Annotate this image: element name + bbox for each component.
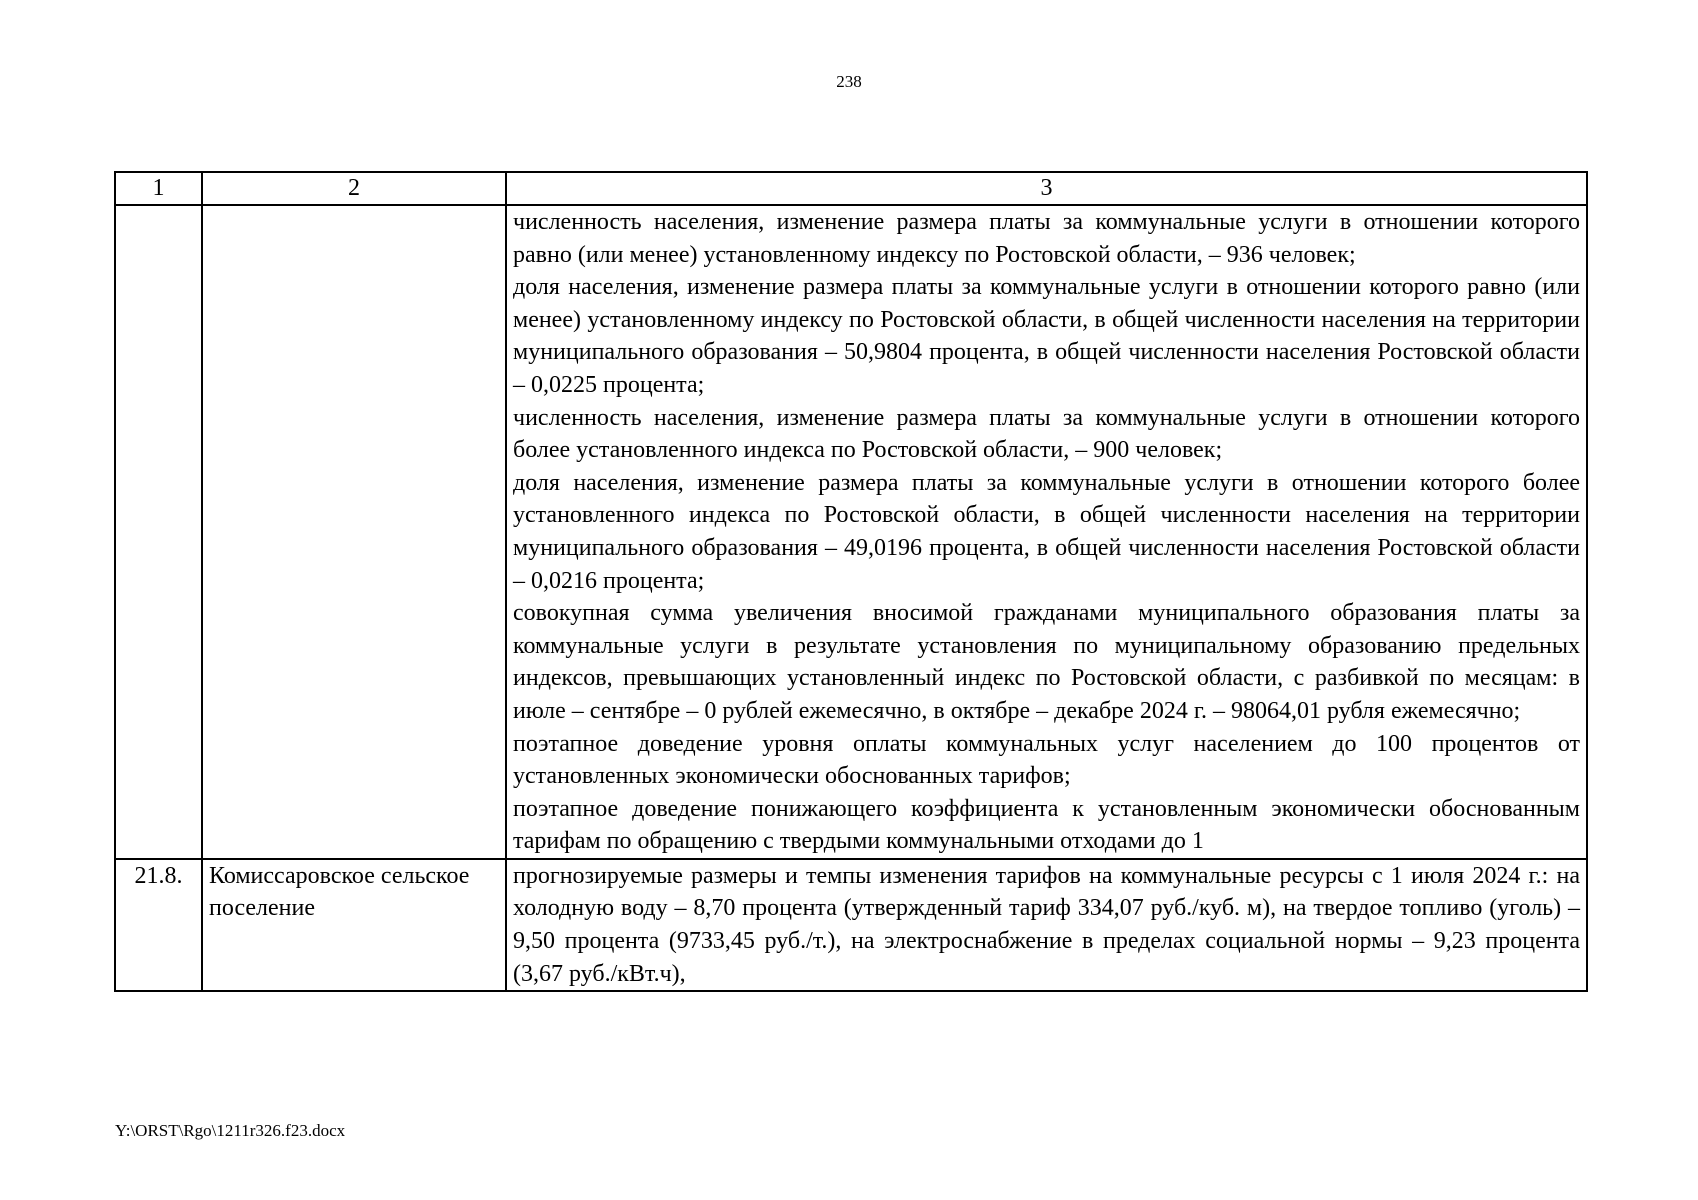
- row-content-cell: [506, 205, 1587, 859]
- row-number-cell: 21.8.: [115, 859, 202, 991]
- table-row: [115, 205, 1587, 859]
- table-header-row: [115, 172, 1587, 205]
- row-content-cell: [506, 859, 1587, 991]
- column-header-2: 2: [202, 172, 506, 205]
- row-number-cell: [115, 205, 202, 859]
- row-name-cell: [202, 205, 506, 859]
- content-paragraph: поэтапное доведение понижающего коэффициента к установленным экономически обоснованным тарифам по обращению с твердыми коммунальными отходами до 1: [513, 795, 1580, 855]
- row-name-cell: Комиссаровское сельское поселение: [202, 859, 506, 991]
- content-paragraph: поэтапное доведение уровня оплаты коммунальных услуг населением до 100 процентов от установленных экономически обоснованных тарифов;: [513, 730, 1580, 790]
- footer-file-path: Y:\ORST\Rgo\1211r326.f23.docx: [115, 1121, 346, 1140]
- content-paragraph: численность населения, изменение размера платы за коммунальные услуги в отношении которого более установленного индекса по Ростовской области, – 900 человек;: [513, 404, 1580, 464]
- content-paragraph: численность населения, изменение размера платы за коммунальные услуги в отношении которого равно (или менее) установленному индексу по Ростовской области, – 936 человек;: [513, 209, 1580, 268]
- content-paragraph: совокупная сумма увеличения вносимой гражданами муниципального образования платы за коммунальные услуги в результате установления по муниципальному образованию предельных индексов, превышающих установленный индекс по Ростовской области, с разбивкой по месяцам: в июле – сентябре – 0 рублей ежемесячно, в октябре – декабре 2024 г. – 98064,01 рубля ежемесячно;: [513, 600, 1580, 724]
- content-paragraph: прогнозируемые размеры и темпы изменения тарифов на коммунальные ресурсы с 1 июля 2024 г.: на холодную воду – 8,70 процента (утвержденный тариф 334,07 руб./куб. м), на твердое топливо (уголь) – 9,50 процента (9733,45 руб./т.), на электроснабжение в пределах социальной нормы – 9,23 процента (3,67 руб./кВт.ч),: [513, 862, 1580, 987]
- content-paragraph: доля населения, изменение размера платы за коммунальные услуги в отношении которого равно (или менее) установленному индексу по Ростовской области, в общей численности населения на территории муниципального образования – 50,9804 процента, в общей численности населения Ростовской области – 0,0225 процента;: [513, 274, 1580, 398]
- page-number: 238: [836, 72, 862, 91]
- content-paragraph: доля населения, изменение размера платы за коммунальные услуги в отношении которого более установленного индекса по Ростовской области, в общей численности населения на территории муниципального образования – 49,0196 процента, в общей численности населения Ростовской области – 0,0216 процента;: [513, 469, 1580, 594]
- table-row: [115, 859, 1587, 991]
- column-header-3: 3: [506, 172, 1587, 205]
- column-header-1: 1: [115, 172, 202, 205]
- document-table: [114, 171, 1588, 992]
